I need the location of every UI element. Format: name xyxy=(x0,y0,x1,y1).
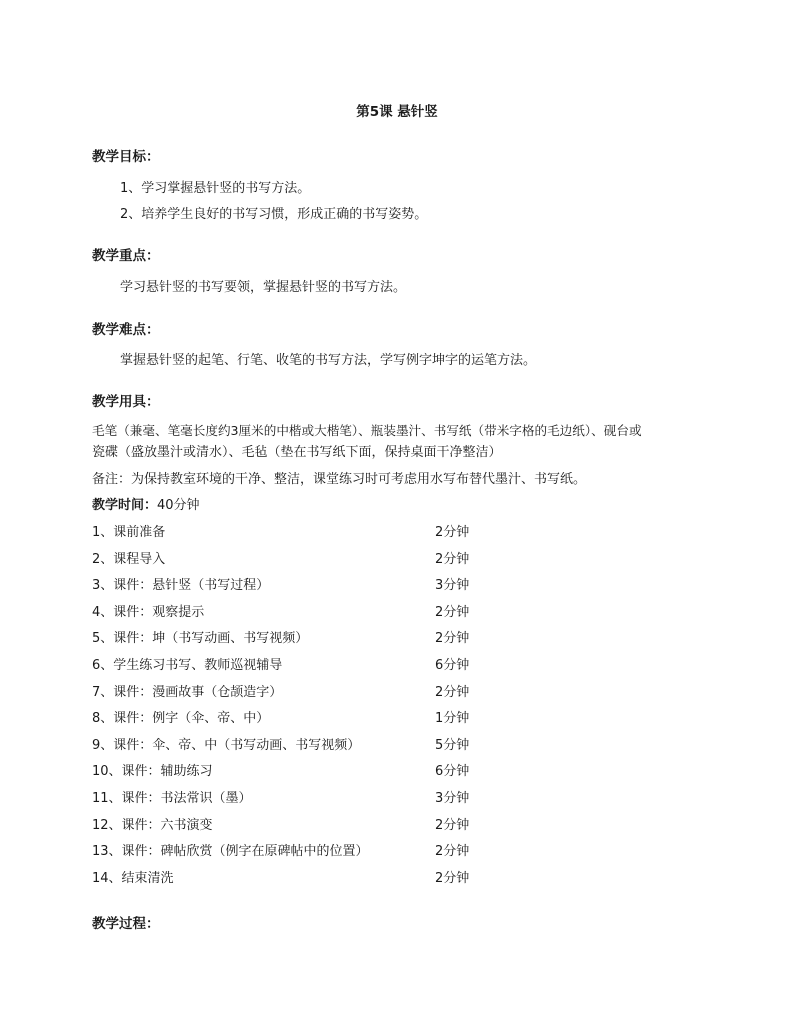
key-points-text: 学习悬针竖的书写要领，掌握悬针竖的书写方法。 xyxy=(120,280,407,295)
schedule-row xyxy=(92,707,692,727)
schedule-item: 11、课件：书法常识（墨） xyxy=(92,791,252,806)
schedule-item: 9、课件：伞、帝、中（书写动画、书写视频） xyxy=(92,737,361,753)
schedule-item: 13、课件：碑帖欣赏（例字在原碑帖中的位置） xyxy=(92,844,369,860)
schedule-row xyxy=(92,787,692,807)
schedule-item: 4、课件：观察提示 xyxy=(92,604,205,620)
time-line xyxy=(92,494,200,513)
schedule-duration: 2分钟 xyxy=(435,817,470,833)
difficulties-heading: 教学难点： xyxy=(92,322,160,338)
tools-heading: 教学用具： xyxy=(92,394,160,410)
schedule-item: 8、课件：例字（伞、帝、中） xyxy=(92,711,270,727)
difficulties-text: 掌握悬针竖的起笔、行笔、收笔的书写方法，学写例字坤字的运笔方法。 xyxy=(120,353,537,368)
schedule-item: 3、课件：悬针竖（书写过程） xyxy=(92,578,270,594)
schedule-row xyxy=(92,521,692,541)
schedule-row xyxy=(92,574,692,594)
schedule-duration: 2分钟 xyxy=(435,631,470,647)
objective-item: 1、学习掌握悬针竖的书写方法。 xyxy=(120,181,311,196)
schedule-row xyxy=(92,867,692,887)
schedule-duration: 5分钟 xyxy=(435,737,470,753)
schedule-duration: 2分钟 xyxy=(435,525,470,540)
schedule-item: 14、结束清洗 xyxy=(92,870,174,886)
schedule-duration: 3分钟 xyxy=(435,791,470,806)
schedule-row xyxy=(92,760,692,780)
objectives-heading: 教学目标： xyxy=(92,149,160,165)
schedule-duration: 2分钟 xyxy=(435,551,470,567)
key-points-heading: 教学重点： xyxy=(92,248,160,264)
time-total: 40分钟 xyxy=(157,498,200,513)
schedule-duration: 2分钟 xyxy=(435,604,470,620)
schedule-duration: 6分钟 xyxy=(435,658,470,673)
tools-note: 备注：为保持教室环境的干净、整洁，课堂练习时可考虑用水写布替代墨汁、书写纸。 xyxy=(92,472,587,487)
tools-text-line: 瓷碟（盛放墨汁或清水）、毛毡（垫在书写纸下面，保持桌面干净整洁） xyxy=(92,445,502,460)
schedule-duration: 3分钟 xyxy=(435,578,470,594)
schedule-duration: 2分钟 xyxy=(435,870,470,886)
schedule-duration: 2分钟 xyxy=(435,684,470,700)
objective-item: 2、培养学生良好的书写习惯，形成正确的书写姿势。 xyxy=(120,207,428,222)
schedule-item: 12、课件：六书演变 xyxy=(92,817,213,833)
schedule-row xyxy=(92,681,692,701)
schedule-item: 7、课件：漫画故事（仓颉造字） xyxy=(92,684,283,700)
schedule-item: 5、课件：坤（书写动画、书写视频） xyxy=(92,631,309,647)
schedule-row xyxy=(92,840,692,860)
schedule-duration: 2分钟 xyxy=(435,844,470,860)
process-heading: 教学过程： xyxy=(92,916,160,932)
lesson-title: 第5课 悬针竖 xyxy=(356,104,438,120)
schedule-row xyxy=(92,548,692,568)
schedule-item: 1、课前准备 xyxy=(92,525,166,540)
schedule-row xyxy=(92,814,692,834)
schedule-row xyxy=(92,627,692,647)
schedule-row xyxy=(92,734,692,754)
schedule-duration: 6分钟 xyxy=(435,764,470,780)
schedule-item: 6、学生练习书写、教师巡视辅导 xyxy=(92,658,283,673)
tools-text-line: 毛笔（兼毫、笔毫长度约3厘米的中楷或大楷笔）、瓶装墨汁、书写纸（带米字格的毛边纸）、砚台或 xyxy=(92,423,642,438)
time-heading: 教学时间： xyxy=(92,498,158,513)
schedule-item: 10、课件：辅助练习 xyxy=(92,764,213,780)
schedule-duration: 1分钟 xyxy=(435,711,470,727)
schedule-row xyxy=(92,654,692,674)
schedule-item: 2、课程导入 xyxy=(92,551,166,567)
schedule-row xyxy=(92,601,692,621)
